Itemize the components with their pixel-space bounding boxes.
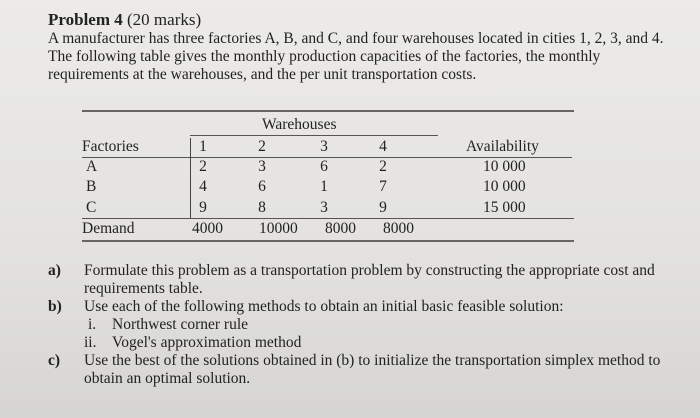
demand-1: 4000 bbox=[192, 220, 223, 237]
row-label-a: A bbox=[86, 158, 98, 175]
part-a-label: a) bbox=[48, 262, 61, 279]
availability-c: 15 000 bbox=[483, 199, 526, 216]
warehouses-underline bbox=[190, 135, 438, 136]
column-header-3: 3 bbox=[320, 138, 328, 155]
table-cell: 1 bbox=[320, 178, 328, 195]
table-cell: 2 bbox=[379, 158, 387, 175]
availability-header: Availability bbox=[466, 138, 539, 155]
problem-intro: A manufacturer has three factories A, B, and C, and four warehouses located in cities 1, 2, 3, and 4. The following table gives the monthly production capacities of the factories, the monthly requirements at the warehouses, and the per unit transportation costs. bbox=[48, 30, 664, 83]
sub-part-ii-text: Vogel's approximation method bbox=[112, 334, 302, 351]
table-cell: 3 bbox=[258, 158, 266, 175]
table-cell: 2 bbox=[199, 158, 207, 175]
availability-b: 10 000 bbox=[483, 178, 526, 195]
column-header-4: 4 bbox=[379, 138, 387, 155]
column-header-2: 2 bbox=[258, 138, 266, 155]
question-parts bbox=[48, 262, 688, 388]
warehouses-header: Warehouses bbox=[262, 116, 337, 133]
column-header-1: 1 bbox=[199, 138, 207, 155]
table-bottom-rule bbox=[82, 240, 574, 242]
table-cell: 8 bbox=[258, 199, 266, 216]
table-cell: 6 bbox=[258, 178, 266, 195]
table-cell: 4 bbox=[199, 178, 207, 195]
problem-title: Problem 4 bbox=[48, 10, 123, 29]
table-cell: 9 bbox=[199, 199, 207, 216]
sub-part-i-text: Northwest corner rule bbox=[112, 316, 249, 333]
part-b bbox=[48, 298, 688, 316]
problem-marks: (20 marks) bbox=[127, 10, 202, 29]
sub-part-i bbox=[48, 316, 688, 334]
table-cell: 6 bbox=[320, 158, 328, 175]
part-b-text: Use each of the following methods to obtain an initial basic feasible solution: bbox=[84, 298, 564, 315]
demand-2: 10000 bbox=[259, 220, 298, 237]
factories-header: Factories bbox=[82, 138, 139, 155]
table-cell: 7 bbox=[379, 178, 387, 195]
demand-4: 8000 bbox=[383, 220, 414, 237]
demand-top-rule bbox=[82, 218, 574, 219]
availability-a: 10 000 bbox=[483, 158, 526, 175]
part-c-text: Use the best of the solutions obtained in (b) to initialize the transportation simplex method to obtain an optimal solution. bbox=[84, 352, 661, 387]
demand-label: Demand bbox=[82, 220, 135, 237]
part-a-text: Formulate this problem as a transportation problem by constructing the appropriate cost and requirements table. bbox=[84, 262, 655, 297]
table-cell: 9 bbox=[379, 199, 387, 216]
table-top-rule bbox=[82, 110, 574, 112]
part-a bbox=[48, 262, 688, 298]
demand-3: 8000 bbox=[325, 220, 356, 237]
table-cell: 3 bbox=[320, 199, 328, 216]
part-c bbox=[48, 352, 688, 388]
sub-part-i-label: i. bbox=[88, 316, 97, 333]
sub-part-ii-label: ii. bbox=[84, 334, 97, 351]
sub-part-ii bbox=[48, 334, 688, 352]
part-b-label: b) bbox=[48, 298, 62, 315]
row-label-c: C bbox=[86, 199, 97, 216]
problem-heading bbox=[48, 10, 201, 30]
part-c-label: c) bbox=[48, 352, 61, 369]
row-label-b: B bbox=[86, 178, 97, 195]
